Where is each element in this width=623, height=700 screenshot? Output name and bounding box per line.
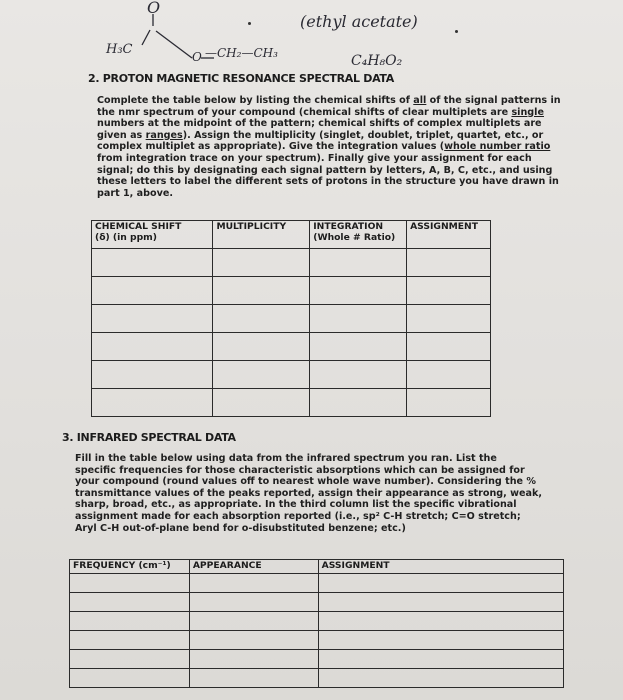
- ir-entry-cell[interactable]: [70, 612, 190, 631]
- ir-column-header: FREQUENCY (cm⁻¹): [70, 560, 190, 574]
- instruction-text: the nmr spectrum of your compound (chemical shifts of clear multiplets are: [97, 106, 512, 118]
- nmr-entry-cell[interactable]: [92, 277, 213, 305]
- header-subline: (Whole # Ratio): [313, 231, 396, 243]
- nmr-column-header: [310, 221, 407, 249]
- ir-table: [69, 559, 564, 688]
- header-subline: (δ) (in ppm): [95, 231, 157, 243]
- section3-title: 3. INFRARED SPECTRAL DATA: [62, 431, 236, 444]
- decorative-dot: [248, 22, 251, 25]
- nmr-entry-cell[interactable]: [213, 389, 310, 417]
- bond-carbonyl-methyl: [142, 30, 150, 45]
- ir-entry-cell[interactable]: [70, 574, 190, 593]
- instruction-text: given as: [97, 129, 146, 141]
- nmr-entry-cell[interactable]: [407, 305, 491, 333]
- table-row: [70, 574, 564, 593]
- compound-name: (ethyl acetate): [300, 12, 418, 31]
- nmr-entry-cell[interactable]: [92, 305, 213, 333]
- table-row: [92, 361, 491, 389]
- table-row: [92, 333, 491, 361]
- nmr-entry-cell[interactable]: [310, 389, 407, 417]
- ir-entry-cell[interactable]: [70, 650, 190, 669]
- header-line: CHEMICAL SHIFT: [95, 221, 182, 232]
- instruction-line: transmittance values of the peaks reported, assign their appearance as strong, weak,: [75, 487, 543, 499]
- instruction-line: Aryl C-H out-of-plane bend for o-disubstituted benzene; etc.): [75, 522, 406, 534]
- ir-entry-cell[interactable]: [189, 631, 318, 650]
- ir-entry-cell[interactable]: [70, 631, 190, 650]
- ir-entry-cell[interactable]: [318, 650, 563, 669]
- ir-entry-cell[interactable]: [318, 574, 563, 593]
- table-row: [70, 593, 564, 612]
- table-row: [92, 277, 491, 305]
- ester-oxygen-label: O: [192, 50, 202, 64]
- table-row: [70, 631, 564, 650]
- instruction-text: these letters to label the different sets of protons in the structure you have drawn in: [97, 176, 559, 188]
- section2-title: 2. PROTON MAGNETIC RESONANCE SPECTRAL DATA: [88, 72, 394, 85]
- instruction-text: Complete the table below by listing the chemical shifts of: [97, 95, 414, 106]
- ir-entry-cell[interactable]: [70, 669, 190, 688]
- nmr-entry-cell[interactable]: [213, 249, 310, 277]
- ir-entry-cell[interactable]: [70, 593, 190, 612]
- instruction-line: [97, 107, 567, 119]
- table-row: [92, 249, 491, 277]
- nmr-entry-cell[interactable]: [310, 249, 407, 277]
- emphasized-text: single: [511, 106, 544, 118]
- ir-column-header: ASSIGNMENT: [318, 560, 563, 574]
- ir-column-header: APPEARANCE: [189, 560, 318, 574]
- nmr-entry-cell[interactable]: [92, 389, 213, 417]
- nmr-entry-cell[interactable]: [213, 305, 310, 333]
- ir-entry-cell[interactable]: [189, 669, 318, 688]
- table-row: [70, 650, 564, 669]
- instruction-text: signal; do this by designating each signal pattern by letters, A, B, C, etc., and using: [97, 164, 553, 176]
- emphasized-text: all: [413, 95, 427, 106]
- instruction-line: sharp, broad, etc., as appropriate. In the third column list the specific vibrational: [75, 499, 517, 511]
- table-row: [92, 389, 491, 417]
- instruction-text: ). Assign the multiplicity (singlet, doublet, triplet, quartet, etc., or: [182, 129, 544, 141]
- ir-entry-cell[interactable]: [318, 593, 563, 612]
- nmr-entry-cell[interactable]: [213, 333, 310, 361]
- nmr-entry-cell[interactable]: [407, 333, 491, 361]
- instruction-line: [97, 130, 567, 142]
- ir-entry-cell[interactable]: [189, 593, 318, 612]
- ir-entry-cell[interactable]: [318, 631, 563, 650]
- instruction-line: your compound (round values off to nearest whole wave number). Considering the %: [75, 476, 536, 488]
- instruction-text: from integration trace on your spectrum). Finally give your assignment for each: [97, 152, 532, 164]
- h3c-label: H₃C: [106, 42, 133, 57]
- table-row: [70, 669, 564, 688]
- header-line: MULTIPLICITY: [216, 221, 287, 232]
- section2-instructions: [97, 95, 567, 199]
- instruction-line: [97, 118, 567, 130]
- instruction-line: [97, 95, 567, 107]
- nmr-column-header: [407, 221, 491, 249]
- ir-entry-cell[interactable]: [189, 574, 318, 593]
- instruction-line: [97, 188, 567, 200]
- molecular-formula: C₄H₈O₂: [351, 53, 403, 69]
- emphasized-text: whole number ratio: [444, 141, 551, 153]
- instruction-text: complex multiplet as appropriate). Give the integration values (: [97, 141, 445, 153]
- nmr-entry-cell[interactable]: [213, 361, 310, 389]
- carbonyl-oxygen-label: O: [147, 0, 161, 17]
- ir-entry-cell[interactable]: [189, 612, 318, 631]
- instruction-line: [97, 141, 567, 153]
- instruction-text: of the signal patterns in: [426, 95, 561, 106]
- table-row: [92, 305, 491, 333]
- instruction-line: [97, 176, 567, 188]
- nmr-entry-cell[interactable]: [407, 389, 491, 417]
- instruction-text: numbers at the midpoint of the pattern; chemical shifts of complex multiplets are: [97, 118, 542, 130]
- nmr-entry-cell[interactable]: [407, 361, 491, 389]
- ir-entry-cell[interactable]: [318, 612, 563, 631]
- table-row: [70, 612, 564, 631]
- nmr-entry-cell[interactable]: [310, 277, 407, 305]
- instruction-text: part 1, above.: [97, 187, 173, 199]
- instruction-line: assignment made for each absorption reported (i.e., sp² C-H stretch; C=O stretch;: [75, 510, 521, 522]
- nmr-table: [91, 220, 491, 417]
- nmr-entry-cell[interactable]: [407, 249, 491, 277]
- header-line: INTEGRATION: [313, 221, 384, 232]
- instruction-line: [97, 153, 567, 165]
- nmr-entry-cell[interactable]: [92, 333, 213, 361]
- header-line: ASSIGNMENT: [410, 221, 479, 232]
- instruction-line: Fill in the table below using data from the infrared spectrum you ran. List the: [75, 453, 497, 464]
- nmr-entry-cell[interactable]: [310, 333, 407, 361]
- nmr-column-header: [213, 221, 310, 249]
- instruction-line: specific frequencies for those characteristic absorptions which can be assigned for: [75, 464, 525, 476]
- instruction-line: [97, 165, 567, 177]
- nmr-entry-cell[interactable]: [310, 361, 407, 389]
- bond-carbonyl-oxygen: [156, 31, 192, 58]
- nmr-entry-cell[interactable]: [407, 277, 491, 305]
- section3-instructions: [75, 453, 561, 534]
- emphasized-text: ranges: [145, 129, 183, 141]
- ir-entry-cell[interactable]: [318, 669, 563, 688]
- nmr-entry-cell[interactable]: [92, 249, 213, 277]
- ethyl-chain-label: —CH₂—CH₃: [205, 46, 278, 60]
- nmr-entry-cell[interactable]: [310, 305, 407, 333]
- ir-entry-cell[interactable]: [189, 650, 318, 669]
- nmr-column-header: [92, 221, 213, 249]
- nmr-entry-cell[interactable]: [92, 361, 213, 389]
- nmr-entry-cell[interactable]: [213, 277, 310, 305]
- decorative-dot: [455, 30, 458, 33]
